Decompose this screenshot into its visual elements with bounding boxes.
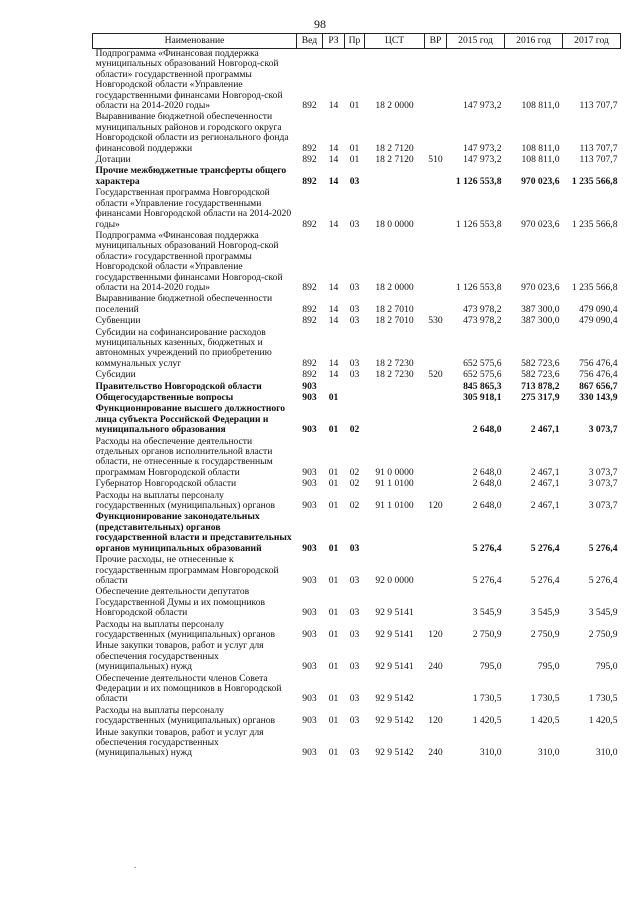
row-2016: 3 545,9 <box>530 607 560 619</box>
row-rz: 14 <box>328 218 339 230</box>
row-cst: 92 9 5141 <box>375 628 414 640</box>
row-2017: 1 420,5 <box>588 715 618 727</box>
row-2015: 1 126 553,8 <box>455 175 502 187</box>
row-cst: 18 2 7010 <box>375 303 414 315</box>
table-row <box>93 728 621 760</box>
row-2015: 3 545,9 <box>472 607 502 619</box>
row-2015: 652 575,6 <box>463 369 502 381</box>
row-2017: 756 476,4 <box>579 357 618 369</box>
row-cst: 92 9 5141 <box>375 661 414 673</box>
row-2017: 1 235 566,8 <box>571 218 618 230</box>
row-rz: 01 <box>328 500 339 512</box>
row-cst: 18 0 0000 <box>375 218 414 230</box>
row-pr: 03 <box>349 315 360 327</box>
row-rz: 01 <box>328 542 339 554</box>
row-2016: 795,0 <box>537 661 560 673</box>
row-2017: 795,0 <box>595 661 618 673</box>
row-ved: 903 <box>302 392 317 403</box>
row-pr: 03 <box>349 281 360 293</box>
row-rz: 14 <box>328 154 339 166</box>
row-2015: 652 575,6 <box>463 357 502 369</box>
row-cst: 91 1 0100 <box>375 500 414 512</box>
row-cst: 92 9 5142 <box>375 693 414 705</box>
row-cst: 92 0 0000 <box>375 574 414 586</box>
row-pr: 02 <box>349 466 360 478</box>
row-2015: 2 648,0 <box>472 466 502 478</box>
row-vr <box>425 294 447 316</box>
row-cst: 18 2 7120 <box>375 154 414 166</box>
table-row <box>93 49 621 113</box>
row-vr <box>425 479 447 490</box>
row-2016: 5 276,4 <box>530 574 560 586</box>
header-vr: ВР <box>425 34 447 49</box>
table-row <box>93 641 621 673</box>
row-2017: 3 073,7 <box>588 424 618 436</box>
row-pr: 03 <box>349 175 360 187</box>
row-name: Функционирование высшего должностного лица субъекта Российской Федерации и муниципального образования <box>95 403 286 436</box>
row-name: Расходы на выплаты персоналу государственных (муниципальных) органов <box>95 489 276 512</box>
row-name: Губернатор Новгородской области <box>95 478 237 490</box>
row-name: Обеспечение деятельности членов Совета Федерации и их помощников в Новгородской области <box>95 672 282 705</box>
row-2015: 473 978,2 <box>463 303 502 315</box>
row-ved: 892 <box>302 218 317 230</box>
row-2017: 3 545,9 <box>588 607 618 619</box>
row-2015: 5 276,4 <box>472 542 502 554</box>
row-vr <box>425 674 447 706</box>
row-rz: 14 <box>328 315 339 327</box>
row-cst: 18 2 7010 <box>375 315 414 327</box>
row-2015: 1 730,5 <box>472 693 502 705</box>
row-pr: 03 <box>349 574 360 586</box>
header-name: Наименование <box>93 34 297 49</box>
row-pr: 03 <box>349 747 360 759</box>
table-row <box>93 555 621 587</box>
table-row <box>93 491 621 513</box>
row-2015: 845 865,3 <box>463 380 502 392</box>
row-name: Субсидии <box>95 369 136 381</box>
row-pr: 03 <box>349 628 360 640</box>
row-vr <box>425 112 447 155</box>
row-ved: 892 <box>302 142 317 154</box>
row-rz: 14 <box>328 357 339 369</box>
row-name: Выравнивание бюджетной обеспеченности поселений <box>95 293 273 315</box>
row-name: Расходы на выплаты персоналу государственных (муниципальных) органов <box>95 618 276 640</box>
row-pr: 01 <box>349 142 360 154</box>
row-2016: 713 878,2 <box>521 380 560 392</box>
row-cst: 18 2 0000 <box>375 281 414 293</box>
row-2017: 1 730,5 <box>588 693 618 705</box>
row-ved: 903 <box>302 628 317 640</box>
row-vr <box>425 587 447 619</box>
row-vr: 120 <box>428 500 443 512</box>
row-cst: 18 2 7120 <box>375 142 414 154</box>
row-2015: 147 973,2 <box>463 154 502 166</box>
table-row <box>93 404 621 436</box>
table-body <box>93 49 621 760</box>
row-name: Государственная программа Новгородской области «Управление государственными финансами Новгородской области на 2014-2020 годы» <box>95 187 292 230</box>
row-2016: 2 467,1 <box>530 424 560 436</box>
row-name: Подпрограмма «Финансовая поддержка муниципальных образований Новгород-ской области» государственной программы Новгородской области «Управление государственными финансами Новгород-ской области на 2014-2020 годы» <box>95 229 283 293</box>
row-2015: 795,0 <box>479 661 502 673</box>
row-2015: 147 973,2 <box>463 142 502 154</box>
row-pr: 01 <box>349 154 360 166</box>
table-header-row <box>93 34 621 49</box>
row-name: Подпрограмма «Финансовая поддержка муниципальных образований Новгород-ской области» государственной программы Новгородской области «Управление государственными финансами Новгород-ской области на 2014-2020 годы» <box>95 48 283 112</box>
row-2017: 310,0 <box>595 747 618 759</box>
table-row <box>93 370 621 381</box>
row-pr: 03 <box>349 357 360 369</box>
row-vr <box>425 393 447 404</box>
table-row <box>93 479 621 490</box>
row-2017: 1 235 566,8 <box>571 175 618 187</box>
row-cst: 92 9 5142 <box>375 715 414 727</box>
row-rz: 14 <box>328 175 339 187</box>
row-2017: 3 073,7 <box>588 478 618 490</box>
row-pr: 03 <box>349 303 360 315</box>
row-name: Расходы на выплаты персоналу государственных (муниципальных) органов <box>95 704 276 727</box>
row-2015: 305 918,1 <box>463 392 502 403</box>
row-pr: 03 <box>349 607 360 619</box>
page-number: 98 <box>314 17 326 31</box>
table-row <box>93 620 621 642</box>
row-name: Обеспечение деятельности депутатов Государственной Думы и их помощников Новгородской области <box>95 586 266 619</box>
row-2016: 387 300,0 <box>521 315 560 327</box>
row-2016: 108 811,0 <box>521 142 560 154</box>
row-pr: 02 <box>349 500 360 512</box>
row-vr: 530 <box>428 315 443 327</box>
row-2017: 113 707,7 <box>579 100 618 112</box>
row-name: Расходы на обеспечение деятельности отдельных органов исполнительной власти области, не отнесенные к государственным программам Новгородской области <box>95 435 273 478</box>
row-name: Субвенции <box>95 315 141 327</box>
row-rz: 01 <box>328 478 339 490</box>
row-2015: 147 973,2 <box>463 100 502 112</box>
row-2017: 1 235 566,8 <box>571 281 618 293</box>
table-row <box>93 316 621 327</box>
row-vr <box>425 437 447 480</box>
table-row <box>93 674 621 706</box>
row-ved: 903 <box>302 574 317 586</box>
row-vr <box>425 188 447 231</box>
table-row <box>93 166 621 188</box>
row-2015: 1 126 553,8 <box>455 218 502 230</box>
row-ved: 892 <box>302 303 317 315</box>
row-ved: 903 <box>302 715 317 727</box>
row-name: Иные закупки товаров, работ и услуг для обеспечения государственных (муниципальных) нужд <box>95 726 264 759</box>
row-2017: 479 090,4 <box>579 315 618 327</box>
row-rz: 14 <box>328 100 339 112</box>
row-cst: 18 2 7230 <box>375 357 414 369</box>
row-2017: 2 750,9 <box>588 628 618 640</box>
row-cst <box>365 512 425 555</box>
row-ved: 903 <box>302 693 317 705</box>
table-row <box>93 188 621 231</box>
row-name: Дотации <box>95 154 131 166</box>
header-pr: Пр <box>345 34 365 49</box>
row-2017: 113 707,7 <box>579 154 618 166</box>
row-rz: 01 <box>328 715 339 727</box>
row-vr: 510 <box>428 154 443 166</box>
row-2016: 310,0 <box>537 747 560 759</box>
row-vr <box>425 166 447 188</box>
row-pr <box>345 382 365 393</box>
table-row <box>93 706 621 728</box>
row-2017: 3 073,7 <box>588 500 618 512</box>
header-2015: 2015 год <box>447 34 505 49</box>
row-vr <box>425 512 447 555</box>
row-2017: 756 476,4 <box>579 369 618 381</box>
row-2016: 970 023,6 <box>521 281 560 293</box>
row-2016: 387 300,0 <box>521 303 560 315</box>
header-2016: 2016 год <box>505 34 563 49</box>
row-name: Общегосударственные вопросы <box>95 392 234 403</box>
row-2017: 3 073,7 <box>588 466 618 478</box>
header-2017: 2017 год <box>563 34 621 49</box>
row-cst <box>365 393 425 404</box>
row-2015: 1 420,5 <box>472 715 502 727</box>
row-2016: 2 467,1 <box>530 478 560 490</box>
row-vr: 120 <box>428 715 443 727</box>
row-ved: 892 <box>302 154 317 166</box>
row-cst: 18 2 0000 <box>375 100 414 112</box>
row-rz: 14 <box>328 369 339 381</box>
row-2016: 108 811,0 <box>521 100 560 112</box>
row-2016: 1 420,5 <box>530 715 560 727</box>
row-pr <box>345 393 365 404</box>
row-cst: 92 9 5141 <box>375 607 414 619</box>
row-ved: 903 <box>302 424 317 436</box>
row-name: Правительство Новгородской области <box>95 380 262 392</box>
row-vr <box>425 404 447 436</box>
row-2016: 5 276,4 <box>530 542 560 554</box>
row-2017: 479 090,4 <box>579 303 618 315</box>
row-ved: 903 <box>302 607 317 619</box>
row-vr: 120 <box>428 628 443 640</box>
row-ved: 903 <box>302 380 317 392</box>
table-row <box>93 231 621 294</box>
row-ved: 903 <box>302 747 317 759</box>
table-row <box>93 328 621 371</box>
row-ved: 903 <box>302 500 317 512</box>
row-2016: 2 467,1 <box>530 466 560 478</box>
row-pr: 02 <box>349 424 360 436</box>
row-name: Субсидии на софинансирование расходов муниципальных казенных, бюджетных и автономных учреждений по приобретению коммунальных услуг <box>95 326 272 369</box>
row-ved: 892 <box>302 100 317 112</box>
row-2017: 330 143,9 <box>579 392 618 403</box>
row-2016: 2 467,1 <box>530 500 560 512</box>
row-2015: 473 978,2 <box>463 315 502 327</box>
row-ved: 892 <box>302 281 317 293</box>
table-row <box>93 112 621 155</box>
footer-mark: . <box>134 860 137 870</box>
row-2017: 867 656,7 <box>579 380 618 392</box>
row-name: Выравнивание бюджетной обеспеченности муниципальных районов и городского округа Новгородской области из регионального фонда финансовой поддержки <box>95 111 289 154</box>
row-vr <box>425 555 447 587</box>
row-cst: 18 2 7230 <box>375 369 414 381</box>
row-ved: 892 <box>302 357 317 369</box>
row-pr: 01 <box>349 100 360 112</box>
row-vr: 240 <box>428 747 443 759</box>
row-2015: 2 648,0 <box>472 478 502 490</box>
row-cst: 92 9 5142 <box>375 747 414 759</box>
row-ved: 903 <box>302 478 317 490</box>
row-rz: 14 <box>328 142 339 154</box>
row-cst <box>365 382 425 393</box>
row-2015: 1 126 553,8 <box>455 281 502 293</box>
row-vr <box>425 382 447 393</box>
row-cst <box>365 166 425 188</box>
row-2016: 582 723,6 <box>521 369 560 381</box>
row-cst <box>365 404 425 436</box>
row-2016: 970 023,6 <box>521 175 560 187</box>
row-2016: 275 317,9 <box>521 392 560 403</box>
row-vr: 240 <box>428 661 443 673</box>
row-pr: 03 <box>349 218 360 230</box>
row-pr: 03 <box>349 715 360 727</box>
row-rz: 14 <box>328 303 339 315</box>
row-ved: 903 <box>302 542 317 554</box>
row-ved: 903 <box>302 661 317 673</box>
row-name: Прочие межбюджетные трансферты общего характера <box>95 165 287 187</box>
row-rz: 01 <box>328 466 339 478</box>
row-ved: 892 <box>302 315 317 327</box>
row-vr <box>425 231 447 294</box>
row-rz: 01 <box>328 574 339 586</box>
row-2017: 113 707,7 <box>579 142 618 154</box>
row-name: Функционирование законодательных (представительных) органов государственной власти и представительных органов муниципальных образований <box>95 511 292 554</box>
row-2016: 1 730,5 <box>530 693 560 705</box>
table-row <box>93 512 621 555</box>
row-rz: 01 <box>328 392 339 403</box>
row-pr: 03 <box>349 661 360 673</box>
header-rz: РЗ <box>323 34 345 49</box>
row-rz: 01 <box>328 693 339 705</box>
row-vr: 520 <box>428 369 443 381</box>
row-cst: 91 1 0100 <box>375 478 414 490</box>
table-row <box>93 437 621 480</box>
row-cst: 91 0 0000 <box>375 466 414 478</box>
row-ved: 892 <box>302 175 317 187</box>
row-2017: 5 276,4 <box>588 542 618 554</box>
row-vr <box>425 328 447 371</box>
row-rz: 01 <box>328 661 339 673</box>
row-2016: 2 750,9 <box>530 628 560 640</box>
row-2016: 970 023,6 <box>521 218 560 230</box>
budget-table <box>92 33 621 760</box>
row-2017: 5 276,4 <box>588 574 618 586</box>
row-rz: 14 <box>328 281 339 293</box>
row-2015: 310,0 <box>479 747 502 759</box>
row-pr: 02 <box>349 478 360 490</box>
row-2015: 2 750,9 <box>472 628 502 640</box>
row-rz: 01 <box>328 424 339 436</box>
row-ved: 903 <box>302 466 317 478</box>
row-rz: 01 <box>328 628 339 640</box>
row-pr: 03 <box>349 542 360 554</box>
row-2016: 582 723,6 <box>521 357 560 369</box>
row-vr <box>425 49 447 113</box>
row-name: Иные закупки товаров, работ и услуг для обеспечения государственных (муниципальных) нужд <box>95 640 264 673</box>
row-name: Прочие расходы, не отнесенные к государственным программам Новгородской области <box>95 554 279 586</box>
table-row <box>93 587 621 619</box>
header-ved: Вед <box>297 34 323 49</box>
table-row <box>93 294 621 316</box>
row-2015: 2 648,0 <box>472 424 502 436</box>
row-ved: 892 <box>302 369 317 381</box>
row-2015: 5 276,4 <box>472 574 502 586</box>
header-cst: ЦСТ <box>365 34 425 49</box>
row-2015: 2 648,0 <box>472 500 502 512</box>
row-rz: 01 <box>328 747 339 759</box>
row-rz: 01 <box>328 607 339 619</box>
row-pr: 03 <box>349 693 360 705</box>
row-pr: 03 <box>349 369 360 381</box>
row-2016: 108 811,0 <box>521 154 560 166</box>
